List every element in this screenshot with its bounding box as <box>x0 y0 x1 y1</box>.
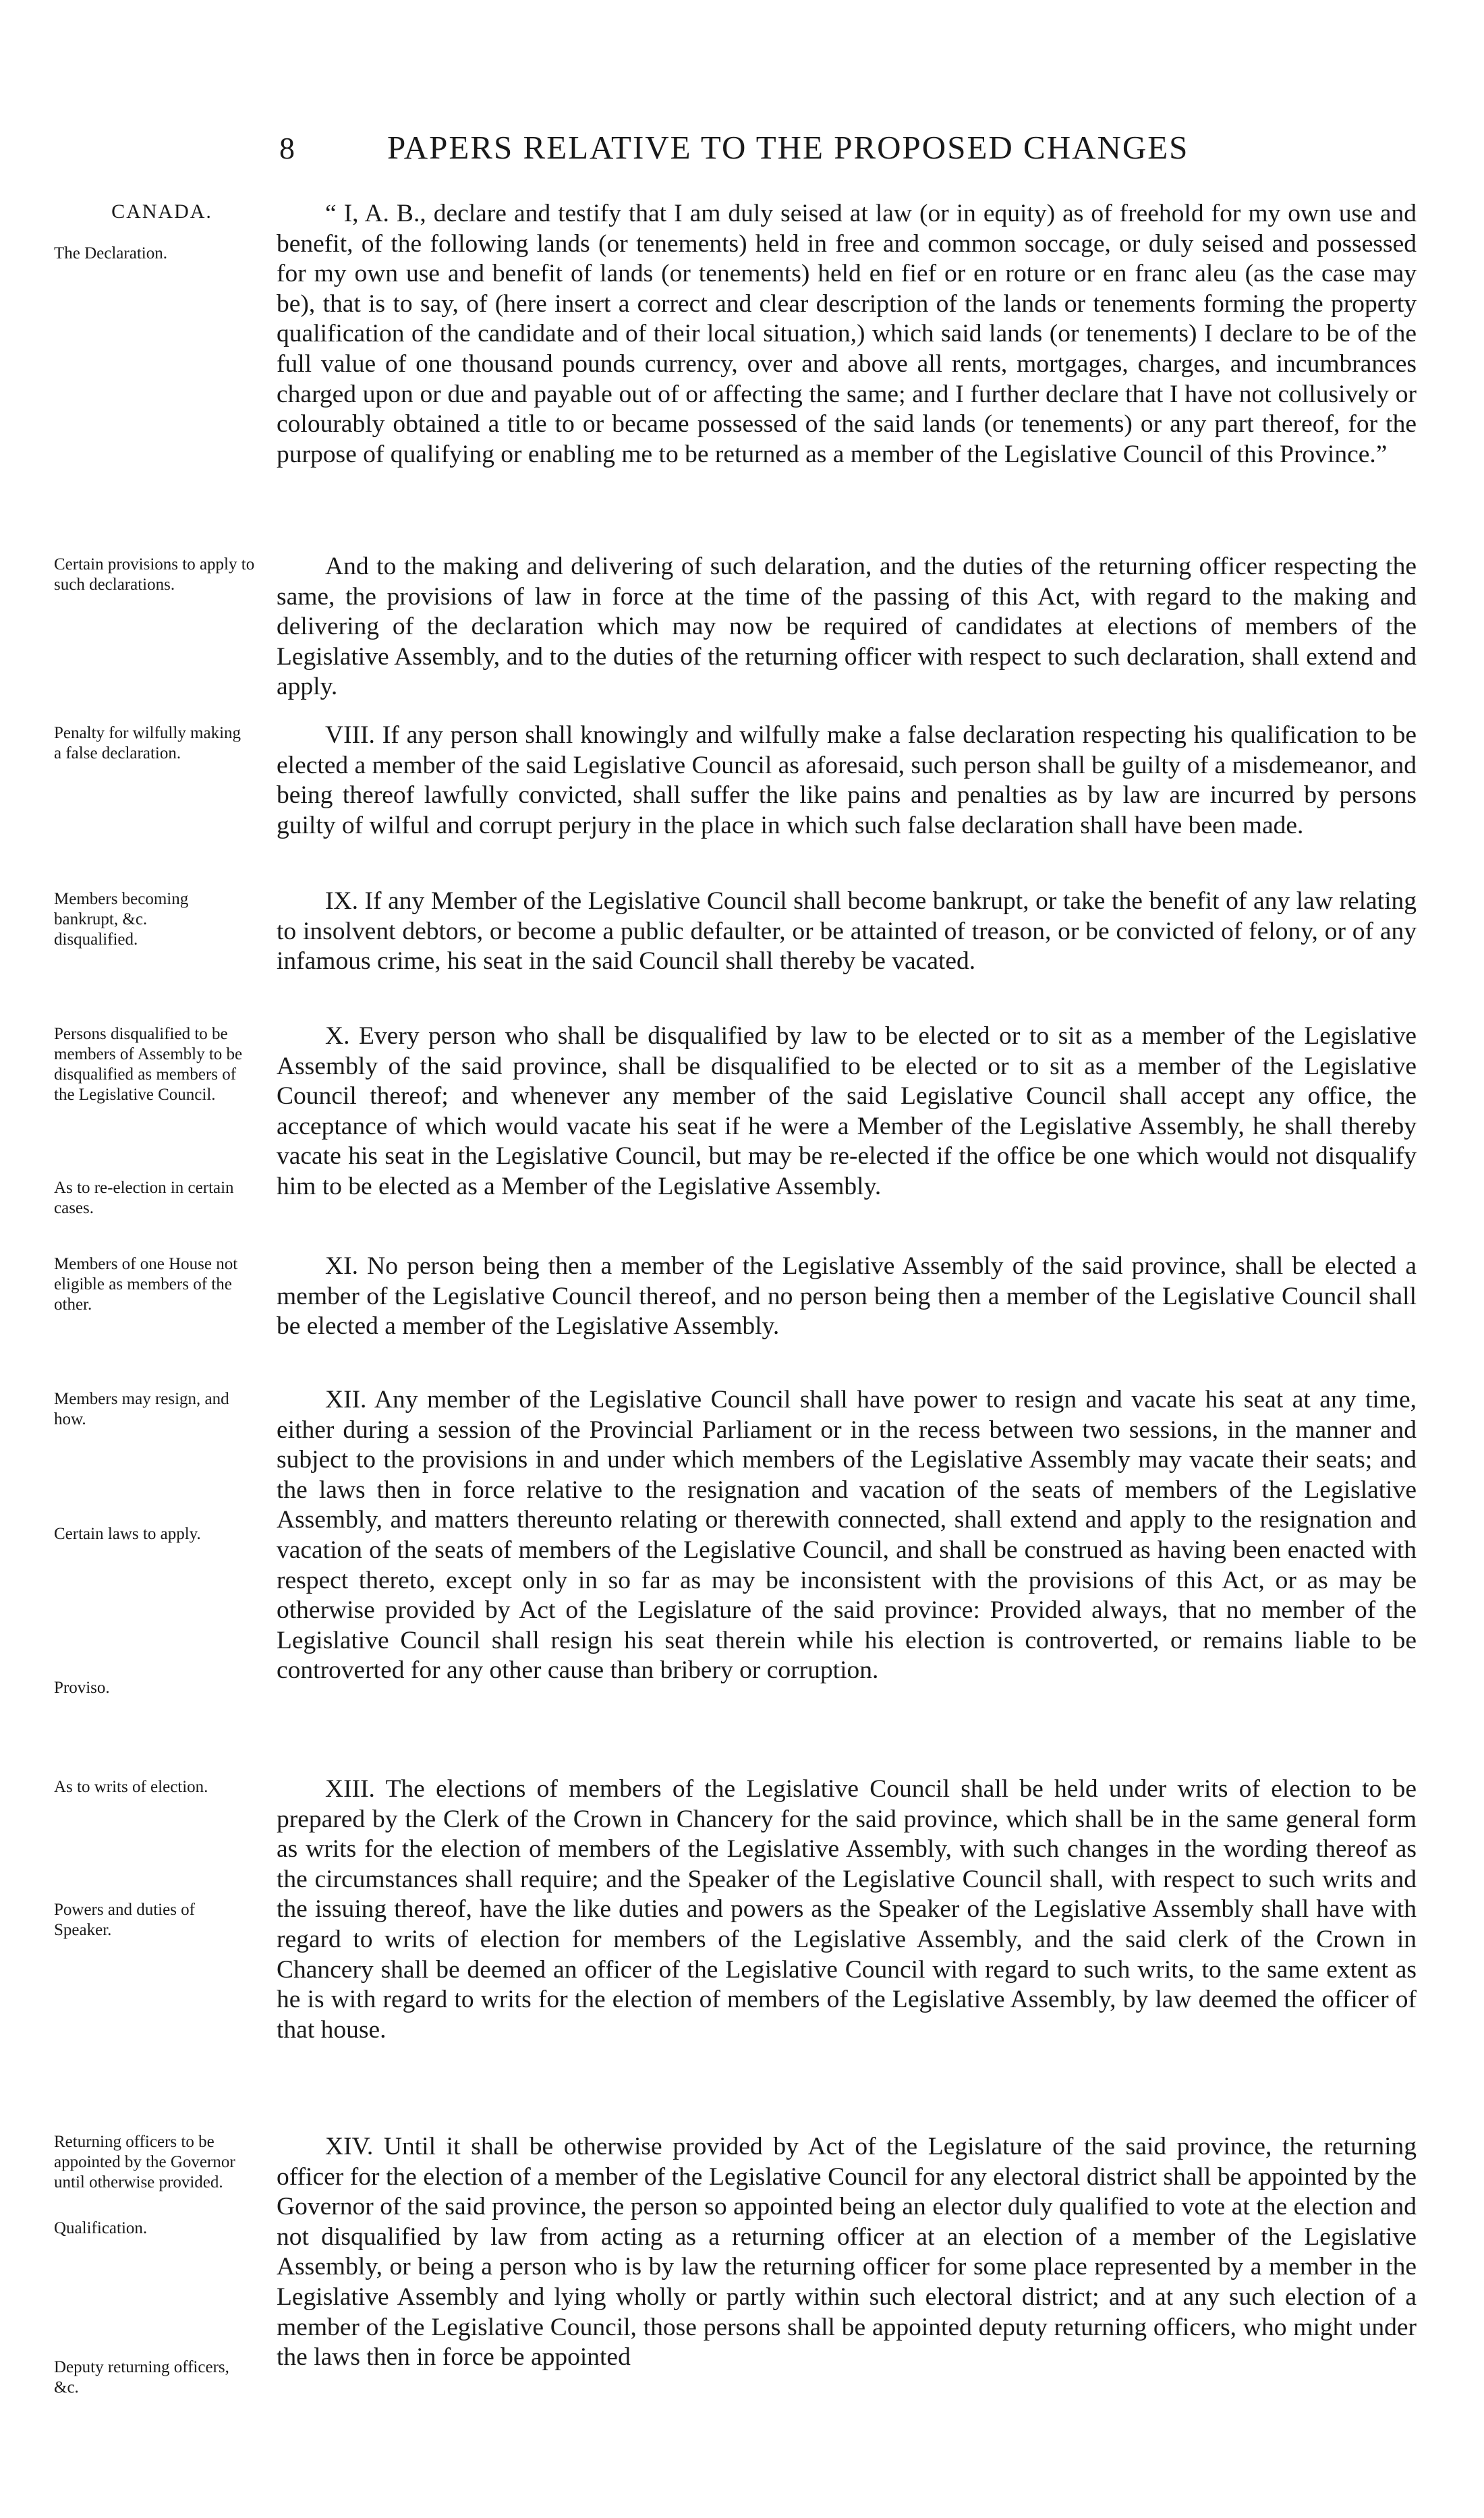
paragraph: XI. No person being then a member of the Legislative Assembly of the said province, shall be elected a member of the Legislative Council thereof, and no person being then a member of the Legislative Council shall be elected a member of the Legislative Assembly. <box>277 1252 1417 1341</box>
section-viii <box>54 721 1417 876</box>
section-declaration <box>54 199 1417 550</box>
margin-note-country: CANADA. <box>111 200 212 223</box>
section-xiv <box>54 2132 1417 2469</box>
paragraph: XIII. The elections of members of the Legislative Council shall be held under writs of election to be prepared by the Clerk of the Crown in Chancery for the said province, which shall be in the same general form as writs for the election of members of the Legislative Assembly, with such changes in the wording thereof as the circumstances shall require; and the Speaker of the Legislative Council shall, with respect to such writs and the issuing thereof, have the like duties and powers as the Speaker of the Legislative Assembly shall have with regard to writs of election for members of the Legislative Assembly, and the said clerk of the Crown in Chancery shall be deemed an officer of the Legislative Council with regard to such writs, to the same extent as he is with regard to writs for the election of members of the Legislative Assembly, by law deemed the officer of that house. <box>277 1775 1417 2044</box>
margin-note: As to writs of election. <box>54 1778 208 1796</box>
section-xii <box>54 1385 1417 1776</box>
margin-note: As to re-election in certain cases. <box>54 1179 234 1217</box>
page-header <box>270 128 1390 167</box>
margin-note: Members may resign, and how. <box>54 1390 229 1428</box>
section-x <box>54 1022 1417 1237</box>
paragraph: “ I, A. B., declare and testify that I am duly seised at law (or in equity) as of freehold for my own use and benefit, of the following lands (or tenements) held in free and common soccage, or duly seised and possessed for my own use and benefit of lands (or tenements) held en fief or en roture or en franc aleu (as the case may be), that is to say, of (here insert a correct and clear description of the lands or tenements forming the property qualification of the candidate and of their local situation,) which said lands (or tenements) I declare to be of the full value of one thousand pounds currency, over and above all rents, mortgages, charges, and incumbrances charged upon or due and payable out of or affecting the same; and I further declare that I have not collusively or colourably obtained a title to or became possessed of the said lands (or tenements) or any part thereof, for the purpose of qualifying or enabling me to be returned as a member of the Legislative Council of this Province.” <box>277 200 1417 468</box>
page-number: 8 <box>279 131 295 165</box>
margin-note: Qualification. <box>54 2219 148 2237</box>
running-head: PAPERS RELATIVE TO THE PROPOSED CHANGES <box>387 129 1189 166</box>
margin-note: Certain provisions to apply to such declarations. <box>54 555 255 594</box>
margin-note: Penalty for wilfully making a false declaration. <box>54 724 241 762</box>
paragraph: IX. If any Member of the Legislative Council shall become bankrupt, or take the benefit of any law relating to insolvent debtors, or become a public defaulter, or be attainted of treason, or be convicted of felony, or of any infamous crime, his seat in the said Council shall thereby be vacated. <box>277 887 1417 976</box>
margin-note: Deputy returning officers, &c. <box>54 2358 229 2397</box>
section-xi <box>54 1252 1417 1376</box>
margin-note: The Declaration. <box>54 244 167 262</box>
margin-note: Persons disqualified to be members of Assembly to be disqualified as members of the Legislative Council. <box>54 1025 243 1104</box>
section-xiii <box>54 1774 1417 2112</box>
paragraph: VIII. If any person shall knowingly and wilfully make a false declaration respecting his qualification to be elected a member of the said Legislative Council as aforesaid, such person shall be guilty of a misdemeanor, and being thereof lawfully convicted, shall suffer the like pains and penalties as by law are incurred by persons guilty of wilful and corrupt perjury in the place in which such false declaration shall have been made. <box>277 721 1417 839</box>
section-declaration-provisions <box>54 552 1417 707</box>
margin-note: Members of one House not eligible as members of the other. <box>54 1255 238 1314</box>
paragraph: X. Every person who shall be disqualified by law to be elected or to sit as a member of the Legislative Assembly of the said province, shall be disqualified to be elected or to sit as a member of the Legislative Council thereof; and whenever any member of the said Legislative Council shall accept any office, the acceptance of which would vacate his seat if he were a Member of the Legislative Assembly, he shall thereby vacate his seat in the Legislative Council, but may be re-elected if the office be one which would not disqualify him to be elected as a Member of the Legislative Assembly. <box>277 1022 1417 1200</box>
paragraph: XII. Any member of the Legislative Council shall have power to resign and vacate his seat at any time, either during a session of the Provincial Parliament or in the recess between two sessions, in the manner and subject to the provisions in and under which members of the Legislative Assembly may vacate their seats; and the laws then in force relative to the resignation and vacation of the seats of members of the Legislative Assembly, and matters thereunto relating or therewith connected, shall extend and apply to the resignation and vacation of the seats of members of the Legislative Council, and shall be construed as having been enacted with respect thereto, except only in so far as may be inconsistent with the provisions of this Act, or as may be otherwise provided by Act of the Legislature of the said province: Provided always, that no member of the Legislative Council shall resign his seat therein while his election is controverted, or remains liable to be controverted for any other cause than bribery or corruption. <box>277 1386 1417 1685</box>
paragraph: XIV. Until it shall be otherwise provided by Act of the Legislature of the said province, the returning officer for the election of a member of the Legislative Council for any electoral district shall be appointed by the Governor of the said province, the person so appointed being an elector duly qualified to vote at the election and not disqualified by law from acting as a returning officer at an election of a member of the Legislative Assembly, or being a person who is by law the returning officer for some place represented by a member in the Legislative Assembly and lying wholly or partly within such electoral district; and at any such election of a member of the Legislative Council, those persons shall be appointed deputy returning officers, who might under the laws then in force be appointed <box>277 2133 1417 2372</box>
margin-note: Certain laws to apply. <box>54 1525 201 1543</box>
section-ix <box>54 887 1417 1011</box>
margin-note: Members becoming bankrupt, &c. disqualified. <box>54 890 189 949</box>
margin-note: Powers and duties of Speaker. <box>54 1901 195 1939</box>
paragraph: And to the making and delivering of such delaration, and the duties of the returning officer respecting the same, the provisions of law in force at the time of the passing of this Act, with regard to the making and delivering of the declaration which may now be required of candidates at elections of members of the Legislative Assembly, and to the duties of the returning officer with respect to such declaration, shall extend and apply. <box>277 553 1417 701</box>
margin-note: Returning officers to be appointed by the Governor until otherwise provided. <box>54 2133 235 2191</box>
margin-note: Proviso. <box>54 1679 110 1697</box>
